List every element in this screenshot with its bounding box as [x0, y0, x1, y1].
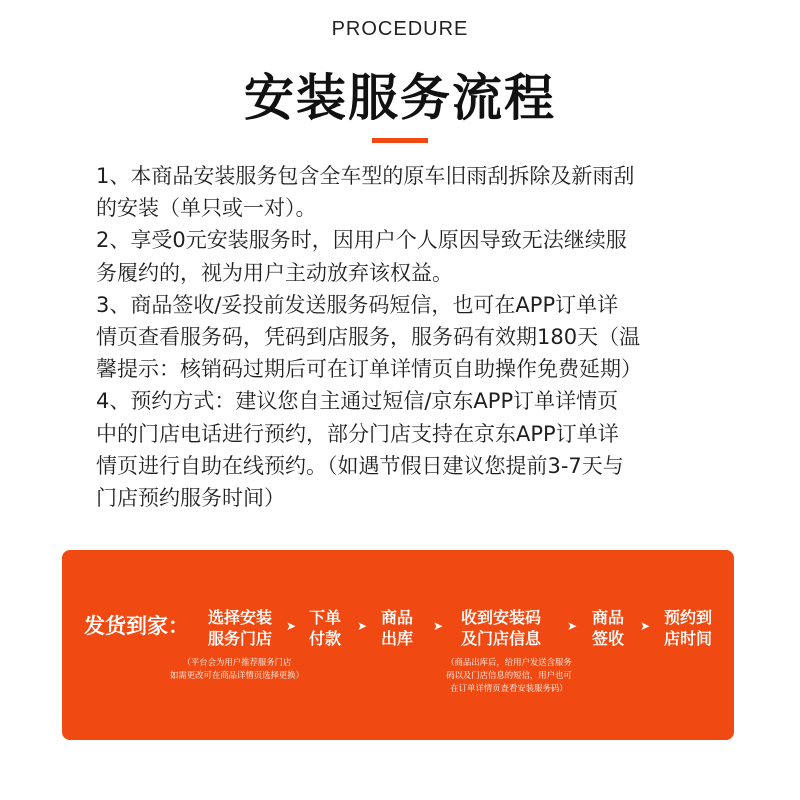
arrow-icon: ➤ — [285, 619, 297, 633]
step-line: 选择安装 — [207, 608, 272, 627]
arrow-icon: ➤ — [356, 619, 368, 633]
flow-label: 发货到家： — [84, 614, 189, 638]
arrow-icon: ➤ — [639, 619, 651, 633]
step-line: 商品 — [380, 608, 413, 627]
step-line: 收到安装码 — [460, 608, 541, 627]
arrow-icon: ➤ — [566, 619, 578, 633]
terms-line: 1、本商品安装服务包含全车型的原车旧雨刮拆除及新雨刮 — [96, 164, 635, 188]
note-line: 在订单详情页查看安装服务码） — [450, 683, 568, 693]
step-line: 商品 — [591, 608, 624, 627]
terms-line: 馨提示：核销码过期后可在订单详情页自助操作免费延期） — [96, 357, 642, 382]
step-receive-code — [450, 607, 552, 649]
store-note — [152, 656, 322, 682]
service-terms — [96, 160, 716, 514]
step-line: 及门店信息 — [460, 629, 541, 648]
note-line: 如需更改可在商品详情页选择更换） — [170, 670, 304, 680]
step-line: 付款 — [308, 629, 341, 648]
code-note — [424, 656, 594, 695]
step-order-pay — [302, 607, 348, 649]
step-book-time — [656, 607, 720, 649]
terms-line: 中的门店电话进行预约，部分门店支持在京东APP订单详 — [96, 421, 619, 446]
step-select-store — [200, 607, 280, 649]
terms-line: 情页查看服务码，凭码到店服务，服务码有效期180天（温 — [96, 325, 641, 350]
step-line: 店时间 — [663, 629, 712, 648]
step-line: 预约到 — [663, 608, 712, 627]
terms-line: 3、商品签收/妥投前发送服务码短信，也可在APP订单详 — [96, 292, 619, 317]
terms-line: 的安装（单只或一对）。 — [96, 196, 317, 221]
note-line: （商品出库后，给用户发送含服务 — [446, 657, 572, 667]
arrow-icon: ➤ — [432, 619, 444, 633]
terms-line: 2、享受0元安装服务时，因用户个人原因导致无法继续服 — [96, 228, 627, 253]
step-shipped — [374, 607, 420, 649]
terms-line: 情页进行自助在线预约。（如遇节假日建议您提前3-7天与 — [96, 453, 624, 478]
terms-line: 门店预约服务时间） — [96, 486, 285, 511]
terms-line: 务履约的，视为用户主动放弃该权益。 — [96, 260, 453, 285]
note-line: 码以及门店信息的短信，用户也可 — [446, 670, 572, 680]
title-underline — [372, 138, 428, 143]
procedure-eyebrow: PROCEDURE — [331, 18, 469, 40]
terms-line: 4、预约方式：建议您自主通过短信/京东APP订单详情页 — [96, 389, 619, 414]
step-signed — [585, 607, 631, 649]
step-line: 签收 — [591, 629, 624, 648]
step-line: 出库 — [380, 629, 413, 648]
note-line: （平台会为用户推荐服务门店 — [182, 657, 292, 667]
step-line: 下单 — [308, 608, 341, 627]
page-title: 安装服务流程 — [244, 69, 556, 127]
step-line: 服务门店 — [207, 629, 272, 648]
